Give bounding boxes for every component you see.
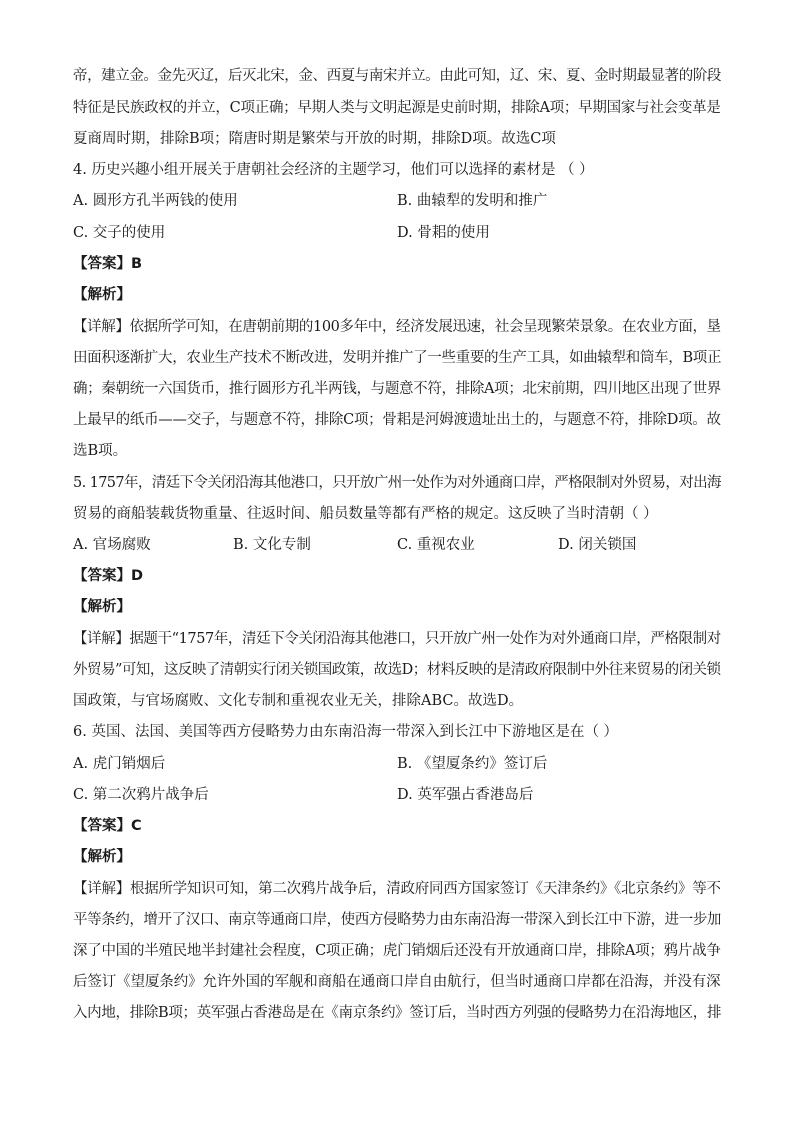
q6-answer: 【答案】C bbox=[73, 818, 142, 834]
q5-stem-line: 5. 1757年，清廷下令关闭沿海其他港口，只开放广州一处作为对外通商口岸，严格限制对外贸易，对出海 bbox=[73, 475, 721, 491]
q6-detail-line: 后签订《望厦条约》允许外国的军舰和商船在通商口岸自由航行，但当时通商口岸都在沿海，并没有深 bbox=[73, 974, 721, 990]
q4-detail-line: 【详解】依据所学可知，在唐朝前期的100多年中，经济发展迅速，社会呈现繁荣景象。在农业方面，垦 bbox=[73, 319, 721, 335]
q4-detail-line: 上最早的纸币——交子，与题意不符，排除C项；骨耜是河姆渡遗址出土的，与题意不符，排除D项。故 bbox=[73, 412, 721, 428]
q5-option-c: C. 重视农业 bbox=[397, 537, 475, 553]
q6-option-a: A. 虎门销烟后 bbox=[73, 756, 166, 772]
q4-option-b: B. 曲辕犁的发明和推广 bbox=[397, 193, 548, 209]
q4-option-c: C. 交子的使用 bbox=[73, 225, 166, 241]
q5-analysis-label: 【解析】 bbox=[73, 599, 131, 615]
q3-text-line: 夏商周时期，排除B项；隋唐时期是繁荣与开放的时期，排除D项。故选C项 bbox=[73, 131, 556, 147]
q4-analysis-label: 【解析】 bbox=[73, 287, 131, 303]
q3-text-line: 帝，建立金。金先灭辽，后灭北宋，金、西夏与南宋并立。由此可知，辽、宋、夏、金时期最显著的阶段 bbox=[73, 68, 721, 84]
q5-option-d: D. 闭关锁国 bbox=[558, 537, 637, 553]
q6-analysis-label: 【解析】 bbox=[73, 849, 131, 865]
q6-option-c: C. 第二次鸦片战争后 bbox=[73, 787, 209, 803]
q5-detail-line: 国政策，与官场腐败、文化专制和重视农业无关，排除ABC。故选D。 bbox=[73, 693, 524, 709]
q5-option-b: B. 文化专制 bbox=[233, 537, 311, 553]
q6-detail-line: 深了中国的半殖民地半封建社会程度，C项正确；虎门销烟后还没有开放通商口岸，排除A项；鸦片战争 bbox=[73, 943, 721, 959]
q5-answer: 【答案】D bbox=[73, 568, 144, 584]
q4-answer: 【答案】B bbox=[73, 256, 143, 272]
q6-stem: 6. 英国、法国、美国等西方侵略势力由东南沿海一带深入到长江中下游地区是在（ ） bbox=[73, 724, 619, 740]
q6-option-b: B. 《望厦条约》签订后 bbox=[397, 756, 548, 772]
q4-option-d: D. 骨耜的使用 bbox=[397, 225, 490, 241]
q5-detail-line: 外贸易”可知，这反映了清朝实行闭关锁国政策，故选D；材料反映的是清政府限制中外往来贸易的闭关锁 bbox=[73, 662, 721, 678]
q4-detail-line: 确；秦朝统一六国货币，推行圆形方孔半两钱，与题意不符，排除A项；北宋前期，四川地区出现了世界 bbox=[73, 381, 721, 397]
q4-option-a: A. 圆形方孔半两钱的使用 bbox=[73, 193, 238, 209]
q5-stem-line: 贸易的商船装载货物重量、往返时间、船员数量等都有严格的规定。这反映了当时清朝（ ） bbox=[73, 506, 658, 522]
q5-detail-line: 【详解】据题干“1757年，清廷下令关闭沿海其他港口，只开放广州一处作为对外通商口岸，严格限制对 bbox=[73, 631, 721, 647]
q6-detail-line: 平等条约，增开了汉口、南京等通商口岸，使西方侵略势力由东南沿海一带深入到长江中下游，进一步加 bbox=[73, 912, 721, 928]
q4-stem: 4. 历史兴趣小组开展关于唐朝社会经济的主题学习，他们可以选择的素材是 （ ） bbox=[73, 162, 594, 178]
q6-detail-line: 入内地，排除B项；英军强占香港岛是在《南京条约》签订后，当时西方列强的侵略势力在沿海地区，排 bbox=[73, 1005, 722, 1021]
q3-text-line: 特征是民族政权的并立，C项正确；早期人类与文明起源是史前时期，排除A项；早期国家与社会变革是 bbox=[73, 100, 721, 116]
q5-option-a: A. 官场腐败 bbox=[73, 537, 151, 553]
q4-detail-line: 选B项。 bbox=[73, 443, 128, 459]
q6-option-d: D. 英军强占香港岛后 bbox=[397, 787, 534, 803]
q6-detail-line: 【详解】根据所学知识可知，第二次鸦片战争后，清政府同西方国家签订《天津条约》《北京条约》等不 bbox=[73, 881, 721, 897]
q4-detail-line: 田面积逐渐扩大，农业生产技术不断改进，发明并推广了一些重要的生产工具，如曲辕犁和筒车，B项正 bbox=[73, 350, 722, 366]
